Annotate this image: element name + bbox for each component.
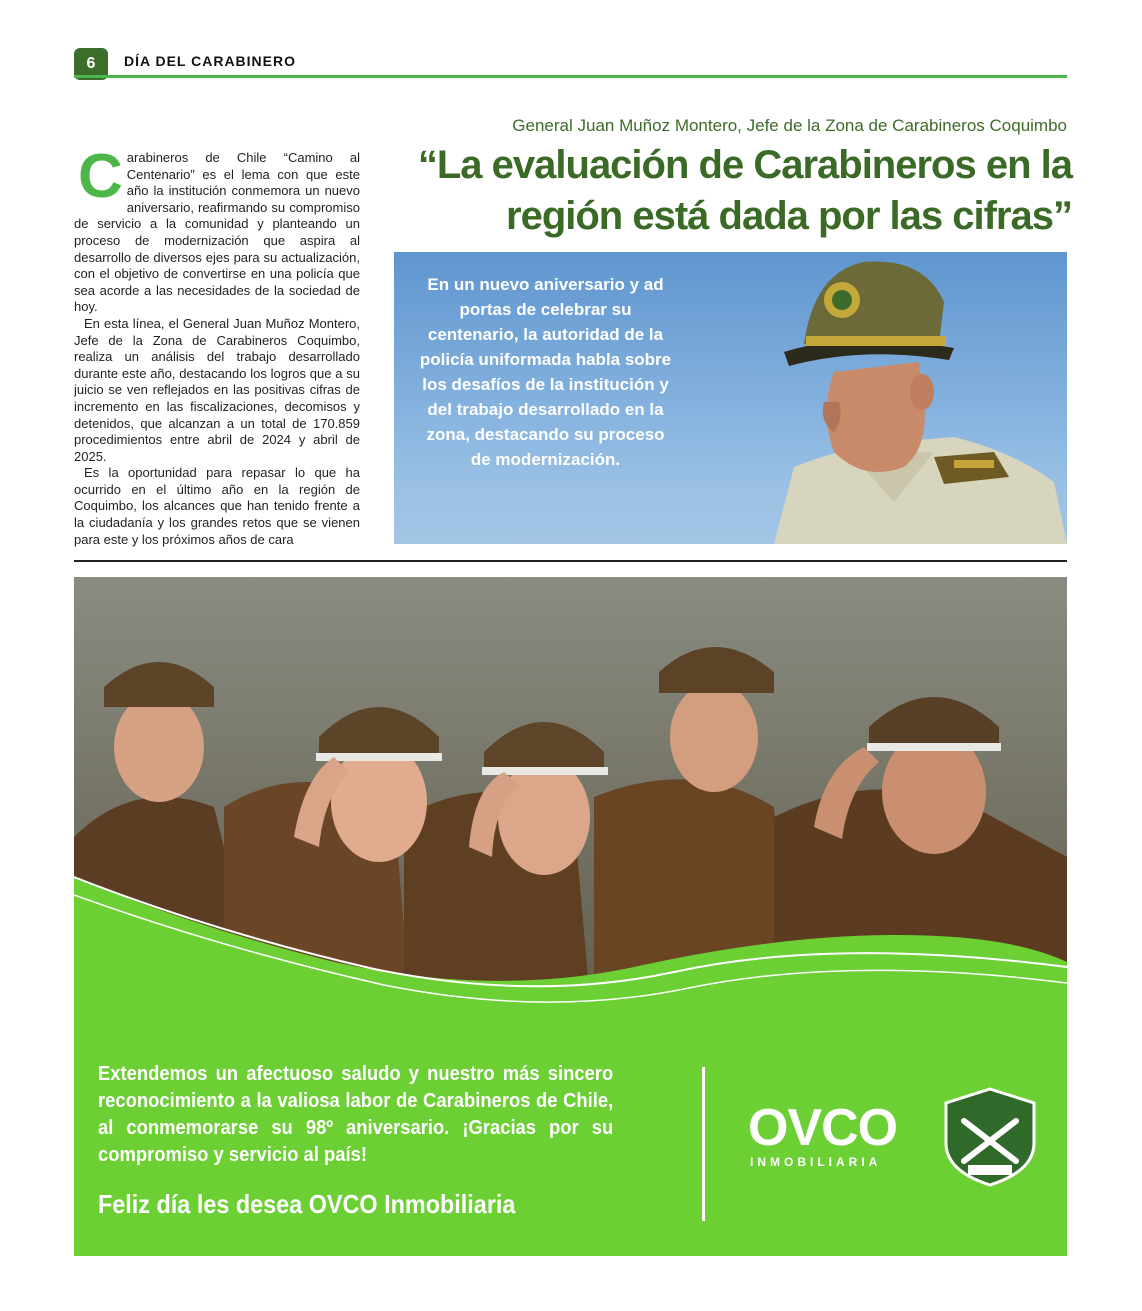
ad-vertical-rule bbox=[702, 1067, 705, 1221]
ovco-advertisement bbox=[74, 577, 1067, 1256]
paragraph-2: En esta línea, el General Juan Muñoz Montero, Jefe de la Zona de Carabineros Coquimbo, realiza un análisis del trabajo desarrollado durante este año, destacando los logros que a su juicio se ven reflejados en las positivas cifras de incremento en las fiscalizaciones, decomisos y detenidos, que alcanzan a un total de 170.859 procedimientos entre abril de 2024 y abril de 2025. bbox=[74, 315, 360, 464]
paragraph-3: Es la oportunidad para repasar lo que ha ocurrido en el último año en la región de Coquimbo, los alcances que han tenido frente a la ciudadanía y los grandes retos que se vienen para este y los próximos años de cara bbox=[74, 465, 360, 547]
dropcap: C bbox=[78, 150, 123, 211]
carabineros-shield-logo bbox=[942, 1087, 1038, 1187]
article-kicker: General Juan Muñoz Montero, Jefe de la Zona de Carabineros Coquimbo bbox=[512, 116, 1067, 135]
article-headline: “La evaluación de Carabineros en la región está dada por las cifras” bbox=[417, 143, 1072, 238]
article-deck: En un nuevo aniversario y ad portas de celebrar su centenario, la autoridad de la policía uniformada habla sobre los desafíos de la institución y del trabajo desarrollado en la zona, destacando su proceso de modernización. bbox=[419, 275, 672, 469]
ad-signature: Feliz día les desea OVCO Inmobiliaria bbox=[98, 1189, 516, 1219]
ovco-logo: OVCO bbox=[748, 1099, 898, 1157]
section-title: DÍA DEL CARABINERO bbox=[124, 53, 297, 69]
paragraph-1: Carabineros de Chile “Camino al Centenario” es el lema con que este año la institución conmemora un nuevo aniversario, reafirmando su compromiso de servicio a la comunidad y planteando un proceso de modernización que aspira al desarrollo de diversos ejes para su actualización, con el objetivo de convertirse en una policía que sea acorde a las necesidades de la sociedad de hoy. bbox=[74, 150, 360, 315]
page-number-badge: 6 bbox=[74, 48, 108, 80]
ad-message: Extendemos un afectuoso saludo y nuestro más sincero reconocimiento a la valiosa labor de Carabineros de Chile, al conmemorarse su 98º aniversario. ¡Gracias por su compromiso y servicio al país! bbox=[98, 1063, 614, 1166]
article-body bbox=[74, 150, 360, 550]
header-rule bbox=[74, 75, 1067, 78]
section-divider bbox=[74, 560, 1067, 562]
ovco-subtitle: INMOBILIARIA bbox=[750, 1155, 882, 1169]
